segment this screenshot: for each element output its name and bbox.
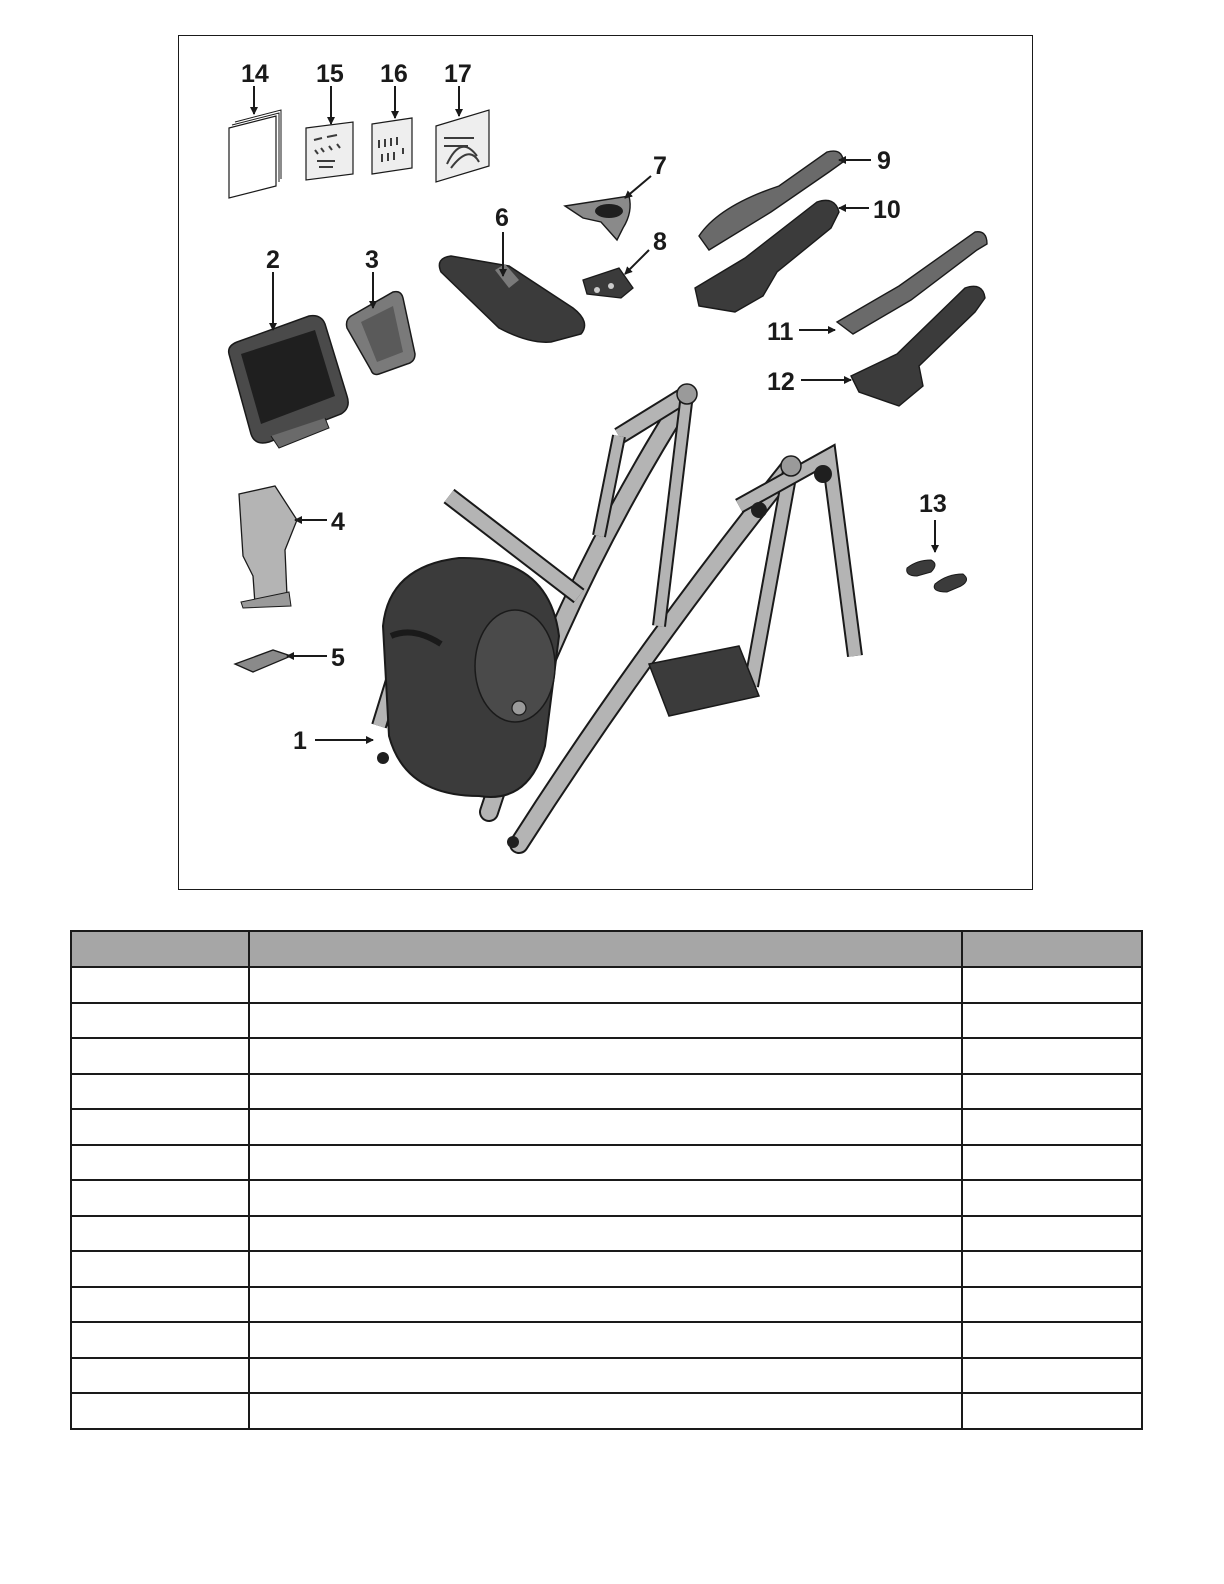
table-cell	[962, 1038, 1142, 1074]
part-13-end-caps	[907, 560, 967, 592]
table-cell	[962, 1358, 1142, 1394]
table-cell	[249, 1216, 962, 1252]
callout-13: 13	[919, 490, 947, 518]
callout-14: 14	[241, 60, 269, 88]
part-7-shroud	[565, 196, 630, 240]
table-cell	[962, 1074, 1142, 1110]
table-row	[71, 1180, 1142, 1216]
table-cell	[962, 967, 1142, 1003]
part-1-main-frame	[377, 384, 855, 848]
table-cell	[71, 1216, 249, 1252]
callout-2: 2	[266, 246, 280, 274]
callout-7: 7	[653, 152, 667, 180]
table-row	[71, 1393, 1142, 1429]
table-cell	[71, 1180, 249, 1216]
table-cell	[962, 1145, 1142, 1181]
table-cell	[962, 1393, 1142, 1429]
callout-15: 15	[316, 60, 344, 88]
diagram-canvas	[179, 36, 1033, 890]
table-cell	[249, 1393, 962, 1429]
callout-leader-arrows	[254, 86, 935, 740]
callout-10: 10	[873, 196, 901, 224]
callout-11: 11	[767, 318, 794, 346]
part-2-console	[229, 316, 348, 448]
table-cell	[71, 1109, 249, 1145]
table-cell	[962, 1287, 1142, 1323]
table-cell	[962, 1216, 1142, 1252]
part-17-cable-kit	[436, 110, 489, 182]
table-row	[71, 1287, 1142, 1323]
callout-1: 1	[293, 727, 307, 755]
table-cell	[71, 1322, 249, 1358]
table-cell	[249, 1358, 962, 1394]
table-cell	[249, 1038, 962, 1074]
table-cell	[962, 1251, 1142, 1287]
table-header-row	[71, 931, 1142, 967]
column-header	[249, 931, 962, 967]
table-cell	[71, 1251, 249, 1287]
table-cell	[71, 1393, 249, 1429]
part-16-hardware-kit	[372, 118, 412, 174]
table-cell	[962, 1322, 1142, 1358]
table-row	[71, 1003, 1142, 1039]
part-3-console-back-cover	[347, 292, 416, 375]
table-cell	[249, 1074, 962, 1110]
table-cell	[71, 1358, 249, 1394]
table-row	[71, 1109, 1142, 1145]
table-row	[71, 1358, 1142, 1394]
callout-3: 3	[365, 246, 379, 274]
table-cell	[962, 1109, 1142, 1145]
table-cell	[249, 1109, 962, 1145]
callout-16: 16	[380, 60, 408, 88]
callout-9: 9	[877, 147, 891, 175]
table-cell	[249, 1003, 962, 1039]
part-15-hardware-kit	[306, 122, 353, 180]
column-header	[71, 931, 249, 967]
part-5-mast-bracket	[235, 650, 291, 672]
table-row	[71, 1322, 1142, 1358]
callout-5: 5	[331, 644, 345, 672]
part-4-console-mast	[239, 486, 297, 608]
table-cell	[71, 1003, 249, 1039]
table-cell	[71, 1145, 249, 1181]
callout-12: 12	[767, 368, 795, 396]
callout-4: 4	[331, 508, 345, 536]
exploded-parts-diagram	[178, 35, 1033, 890]
part-14-owners-manual	[229, 110, 281, 198]
callout-6: 6	[495, 204, 509, 232]
table-cell	[249, 1287, 962, 1323]
table-row	[71, 1251, 1142, 1287]
table-cell	[962, 1003, 1142, 1039]
table-cell	[71, 967, 249, 1003]
table-cell	[962, 1180, 1142, 1216]
table-cell	[71, 1287, 249, 1323]
table-row	[71, 1216, 1142, 1252]
table-cell	[249, 1145, 962, 1181]
callout-17: 17	[444, 60, 472, 88]
callout-8: 8	[653, 228, 667, 256]
table-cell	[249, 1180, 962, 1216]
table-cell	[249, 1251, 962, 1287]
table-row	[71, 1074, 1142, 1110]
table-cell	[71, 1038, 249, 1074]
part-6-handlebar-housing	[439, 256, 584, 342]
table-cell	[71, 1074, 249, 1110]
table-row	[71, 967, 1142, 1003]
table-row	[71, 1145, 1142, 1181]
table-cell	[249, 967, 962, 1003]
table-row	[71, 1038, 1142, 1074]
table-cell	[249, 1322, 962, 1358]
column-header	[962, 931, 1142, 967]
parts-list-table	[70, 930, 1143, 1430]
